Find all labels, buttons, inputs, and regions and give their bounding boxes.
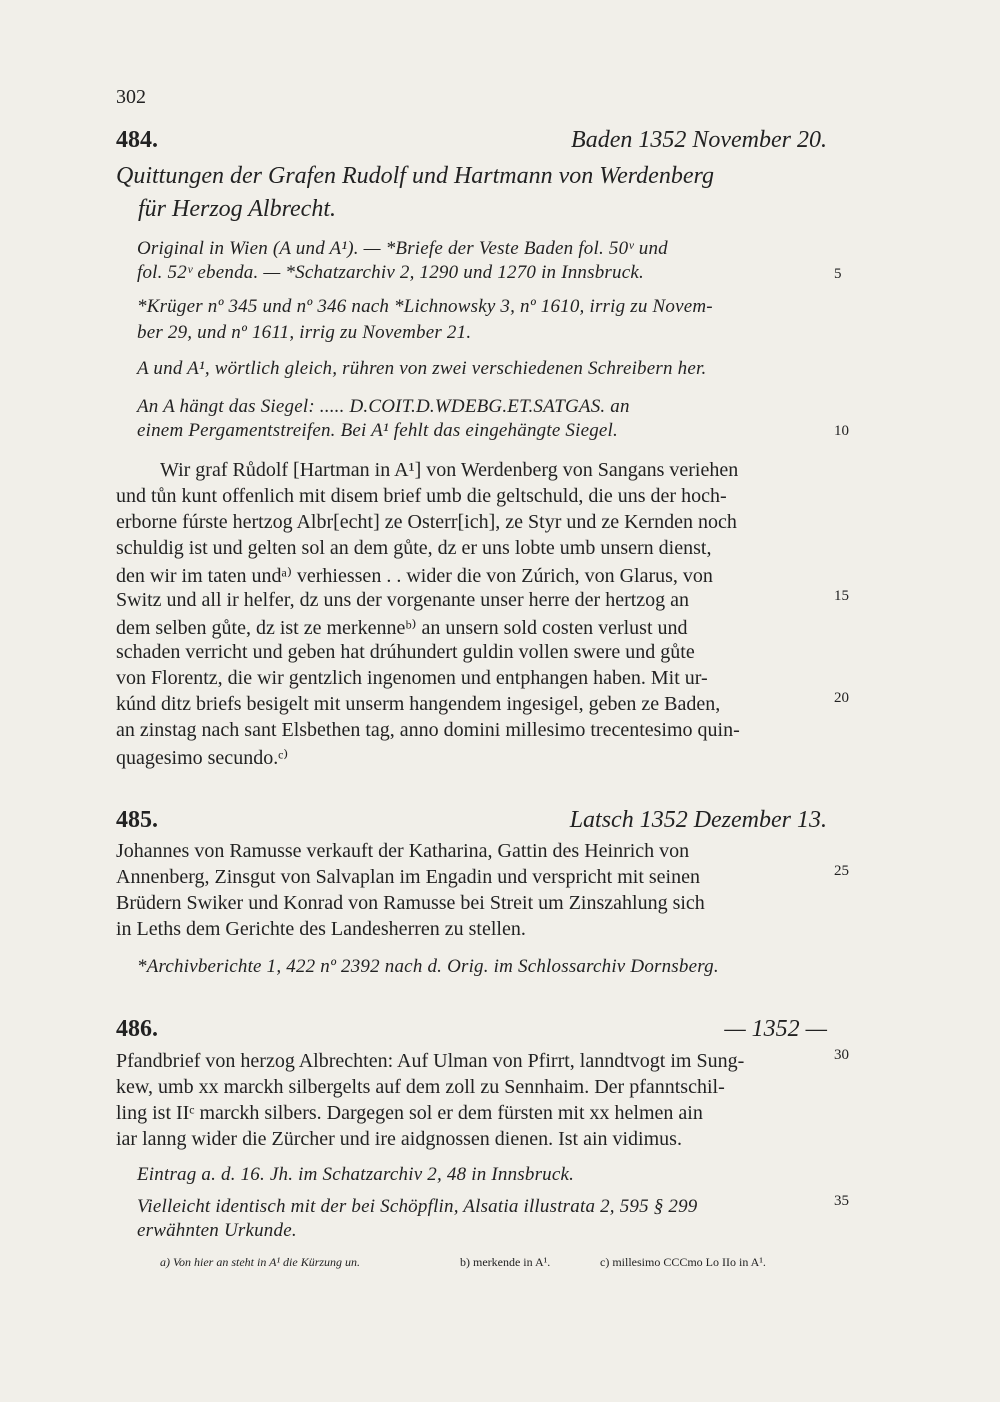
- entry-number-486: 486.: [116, 1016, 158, 1042]
- text-486-line: iar lanng wider die Zürcher und ire aidgnossen dienen. Ist ain vidimus.: [116, 1128, 682, 1150]
- note-484-kruger-line1: *Krüger nº 345 und nº 346 nach *Lichnowsky 3, nº 1610, irrig zu Novem-: [137, 296, 713, 317]
- text-485-line: in Leths dem Gerichte des Landesherren zu stellen.: [116, 918, 526, 940]
- text-486-line: ling ist IIᶜ marckh silbers. Dargegen sol er dem fürsten mit xx helmen ain: [116, 1102, 703, 1124]
- margin-line-number: 10: [834, 423, 849, 439]
- note-484-scribes: A und A¹, wörtlich gleich, rühren von zwei verschiedenen Schreibern her.: [137, 358, 707, 379]
- text-485-line: Brüdern Swiker und Konrad von Ramusse bei Streit um Zinszahlung sich: [116, 892, 705, 914]
- text-484-line: an zinstag nach sant Elsbethen tag, anno domini millesimo trecentesimo quin-: [116, 719, 740, 741]
- text-485-line: Johannes von Ramusse verkauft der Katharina, Gattin des Heinrich von: [116, 840, 690, 862]
- footnote-b: b) merkende in A¹.: [460, 1255, 551, 1269]
- text-484-line: quagesimo secundo.ᶜ⁾: [116, 747, 289, 769]
- entry-number-485: 485.: [116, 807, 158, 833]
- margin-line-number: 35: [834, 1193, 849, 1209]
- entry-title-484-line1: Quittungen der Grafen Rudolf und Hartmann von Werdenberg: [116, 163, 714, 189]
- note-484-seal-line2: einem Pergamentstreifen. Bei A¹ fehlt das eingehängte Siegel.: [137, 420, 618, 441]
- margin-line-number: 20: [834, 690, 849, 706]
- text-484-line: den wir im taten undᵃ⁾ verhiessen . . wider die von Zúrich, von Glarus, von: [116, 565, 713, 587]
- text-486-line: kew, umb xx marckh silbergelts auf dem zoll zu Sennhaim. Der pfanntschil-: [116, 1076, 725, 1098]
- note-486-source: Eintrag a. d. 16. Jh. im Schatzarchiv 2, 48 in Innsbruck.: [137, 1164, 575, 1185]
- text-484-line: und tůn kunt offenlich mit disem brief umb die geltschuld, die uns der hoch-: [116, 485, 727, 507]
- text-484-line: schaden verricht und geben hat drúhundert guldin vollen swere und gůte: [116, 641, 695, 663]
- entry-title-484-line2: für Herzog Albrecht.: [138, 196, 336, 222]
- note-486-identity-line1: Vielleicht identisch mit der bei Schöpflin, Alsatia illustrata 2, 595 § 299: [137, 1196, 698, 1217]
- footnote-c: c) millesimo CCCmo Lo IIo in A¹.: [600, 1255, 766, 1269]
- note-486-identity-line2: erwähnten Urkunde.: [137, 1220, 297, 1241]
- text-484-line: kúnd ditz briefs besigelt mit unserm hangendem ingesigel, geben ze Baden,: [116, 693, 721, 715]
- note-484-source-line1: Original in Wien (A und A¹). — *Briefe der Veste Baden fol. 50ᵛ und: [137, 238, 668, 259]
- text-484-line: erborne fúrste hertzog Albr[echt] ze Osterr[ich], ze Styr und ze Kernden noch: [116, 511, 737, 533]
- text-484-line: Wir graf Růdolf [Hartman in A¹] von Werdenberg von Sangans veriehen: [160, 459, 739, 481]
- footnote-a: a) Von hier an steht in A¹ die Kürzung un.: [160, 1255, 361, 1269]
- text-484-line: dem selben gůte, dz ist ze merkenneᵇ⁾ an unsern sold costen verlust und: [116, 617, 688, 639]
- margin-line-number: 15: [834, 588, 849, 604]
- note-485-source: *Archivberichte 1, 422 nº 2392 nach d. Orig. im Schlossarchiv Dornsberg.: [137, 956, 719, 977]
- page-number: 302: [116, 86, 146, 108]
- entry-number-484: 484.: [116, 127, 158, 153]
- text-485-line: Annenberg, Zinsgut von Salvaplan im Engadin und verspricht mit seinen: [116, 866, 700, 888]
- entry-place-date-484: Baden 1352 November 20.: [571, 127, 827, 153]
- margin-line-number: 5: [834, 266, 842, 282]
- text-484-line: von Florentz, die wir gentzlich ingenomen und entphangen haben. Mit ur-: [116, 667, 708, 689]
- text-486-line: Pfandbrief von herzog Albrechten: Auf Ulman von Pfirrt, lanndtvogt im Sung-: [116, 1050, 745, 1072]
- text-484-line: schuldig ist und gelten sol an dem gůte, dz er uns lobte umb unsern dienst,: [116, 537, 712, 559]
- note-484-source-line2: fol. 52ᵛ ebenda. — *Schatzarchiv 2, 1290 und 1270 in Innsbruck.: [137, 262, 644, 283]
- margin-line-number: 30: [834, 1047, 849, 1063]
- entry-place-date-485: Latsch 1352 Dezember 13.: [569, 807, 827, 833]
- note-484-seal-line1: An A hängt das Siegel: ..... D.COIT.D.WDEBG.ET.SATGAS. an: [137, 396, 630, 417]
- margin-line-number: 25: [834, 863, 849, 879]
- entry-place-date-486: — 1352 —: [724, 1016, 827, 1042]
- note-484-kruger-line2: ber 29, und nº 1611, irrig zu November 21.: [137, 322, 472, 343]
- text-484-line: Switz und all ir helfer, dz uns der vorgenante unser herre der hertzog an: [116, 589, 690, 611]
